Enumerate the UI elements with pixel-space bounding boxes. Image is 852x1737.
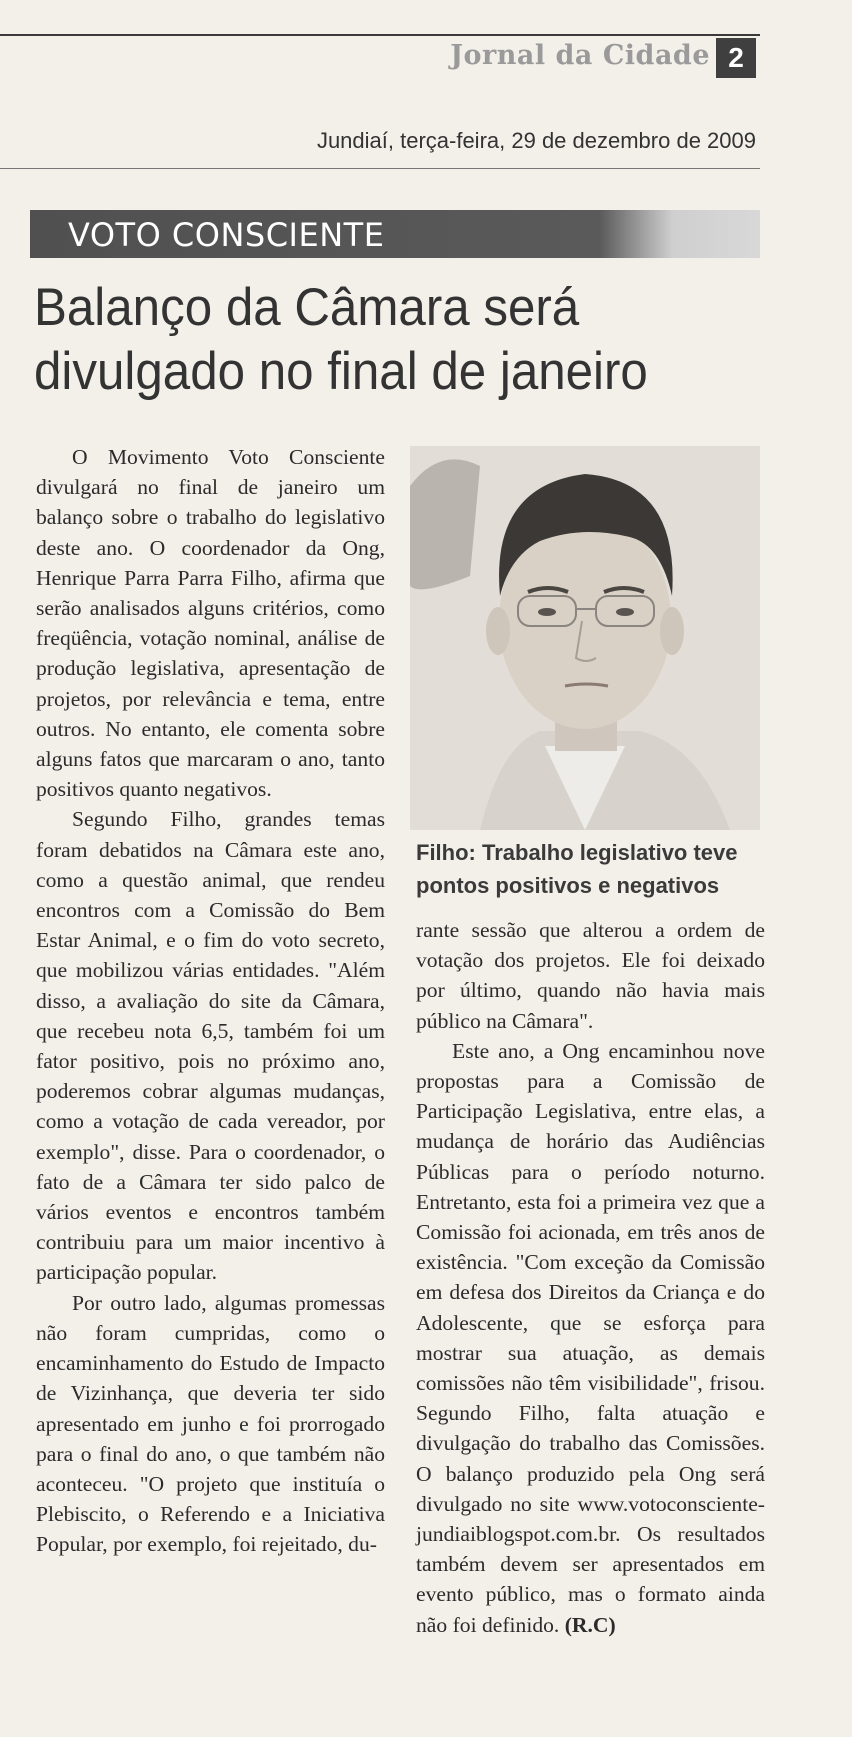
paper-name: Jornal da Cidade — [450, 40, 710, 71]
section-label: VOTO CONSCIENTE — [68, 216, 385, 254]
portrait-illustration — [410, 446, 760, 830]
top-rule — [0, 34, 760, 36]
paragraph — [416, 1036, 765, 1640]
page-number: 2 — [716, 38, 756, 78]
paragraph: O Movimento Voto Consciente divulgará no final de janeiro um balanço sobre o trabalho do legislativo deste ano. O coordenador da Ong, Henrique Parra Parra Filho, afirma que serão analisados alguns critérios, como freqüência, votação nominal, análise de produção legislativa, apresentação de projetos, por relevância e tema, entre outros. No entanto, ele comenta sobre alguns fatos que marcaram o ano, tanto positivos quanto negativos. — [36, 445, 385, 802]
left-column — [36, 442, 385, 1560]
headline: Balanço da Câmara será divulgado no final de janeiro — [34, 278, 648, 401]
section-banner — [30, 210, 760, 258]
byline: (R.C) — [564, 1612, 616, 1637]
paragraph-text: Este ano, a Ong encaminhou nove propostas para a Comissão de Participação Legislativa, entre elas, a mudança de horário das Audiências Públicas para o período noturno. Entretanto, esta foi a primeira vez que a Comissão foi acionada, em três anos de existência. "Com exceção da Comissão em defesa dos Direitos da Criança e do Adolescente, que se esforça para mostrar sua atuação, as demais comissões não têm visibilidade", frisou. Segundo Filho, falta atuação e divulgação do trabalho das Comissões. O balanço produzido pela Ong será divulgado no site www.votoconsciente-jundiaiblogspot.com.br. Os resultados também devem ser apresentados em evento público, mas o formato ainda não foi definido. — [416, 1038, 765, 1637]
portrait-photo — [410, 446, 760, 830]
paragraph: Segundo Filho, grandes temas foram debatidos na Câmara este ano, como a questão animal, que rendeu encontros com a Comissão do Bem Estar Animal, e o fim do voto secreto, que mobilizou várias entidades. "Além disso, a avaliação do site da Câmara, que recebeu nota 6,5, também foi um fator positivo, pois no próximo ano, poderemos cobrar algumas mudanças, como a votação de cada vereador, por exemplo", disse. Para o coordenador, o fato de a Câmara ter sido palco de vários eventos e encontros também contribuiu para um maior incentivo à participação popular. — [36, 807, 385, 1285]
right-column — [416, 915, 765, 1640]
date-line: Jundiaí, terça-feira, 29 de dezembro de 2009 — [316, 128, 756, 153]
paragraph: rante sessão que alterou a ordem de votação dos projetos. Ele foi deixado por último, quando não havia mais público na Câmara". — [416, 918, 765, 1033]
date-rule — [0, 168, 760, 169]
photo-caption: Filho: Trabalho legislativo teve pontos positivos e negativos — [416, 840, 738, 898]
paragraph: Por outro lado, algumas promessas não foram cumpridas, como o encaminhamento do Estudo de Impacto de Vizinhança, que deveria ter sido apresentado em junho e foi prorrogado para o final do ano, o que também não aconteceu. "O projeto que instituía o Plebiscito, o Referendo e a Iniciativa Popular, por exemplo, foi rejeitado, du- — [36, 1290, 385, 1557]
